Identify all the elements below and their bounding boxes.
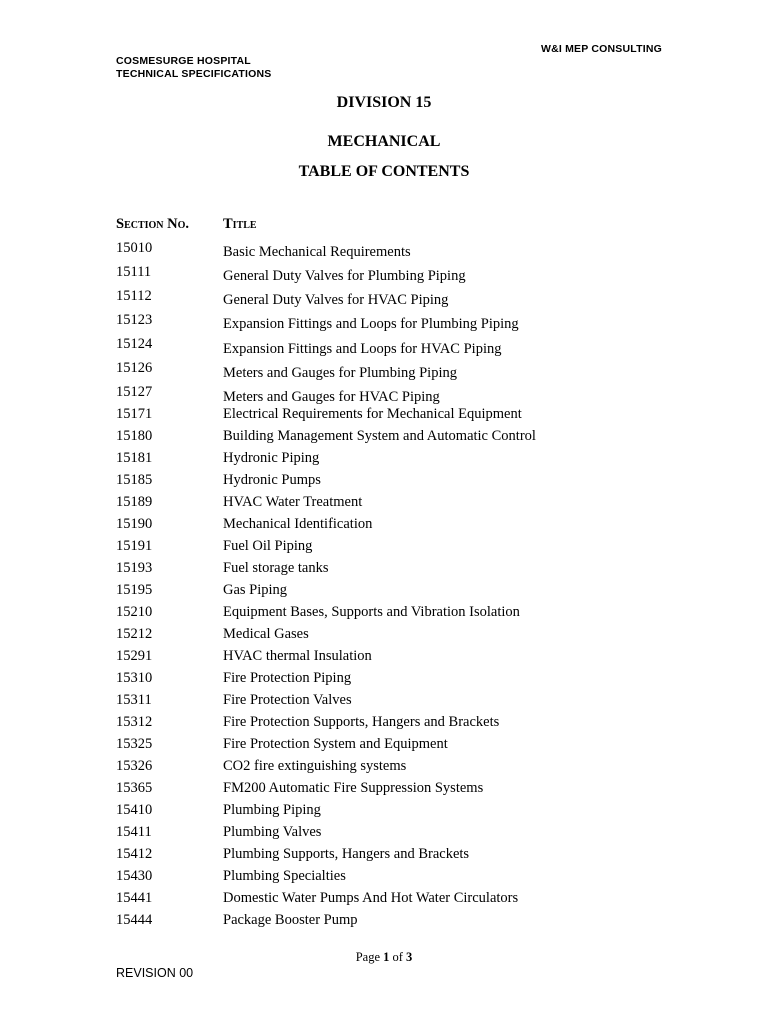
toc-entry — [0, 670, 768, 692]
toc-entry — [0, 846, 768, 868]
section-number: 15185 — [116, 472, 153, 488]
toc-title: TABLE OF CONTENTS — [298, 163, 470, 180]
section-number: 15181 — [116, 450, 153, 466]
toc-entry — [0, 714, 768, 736]
toc-entry — [0, 406, 768, 428]
toc-entry — [0, 336, 768, 358]
section-title: Fuel storage tanks — [223, 560, 329, 576]
section-number: 15311 — [116, 692, 152, 708]
toc-entry — [0, 648, 768, 670]
section-title: FM200 Automatic Fire Suppression Systems — [223, 780, 484, 796]
section-number: 15310 — [116, 670, 153, 686]
section-title: Meters and Gauges for HVAC Piping — [223, 389, 440, 405]
toc-entry — [0, 240, 768, 262]
section-number: 15190 — [116, 516, 153, 532]
section-number: 15111 — [116, 264, 152, 280]
section-title: Fire Protection System and Equipment — [223, 736, 448, 752]
section-title: Basic Mechanical Requirements — [223, 244, 411, 260]
discipline-title: MECHANICAL — [327, 133, 441, 150]
section-title: Fuel Oil Piping — [223, 538, 313, 554]
toc-entry — [0, 288, 768, 310]
section-title: Fire Protection Piping — [223, 670, 352, 686]
section-number: 15112 — [116, 288, 152, 304]
section-title: Hydronic Piping — [223, 450, 320, 466]
document-type: TECHNICAL SPECIFICATIONS — [116, 68, 272, 80]
section-title: CO2 fire extinguishing systems — [223, 758, 407, 774]
page-total: 3 — [406, 950, 413, 964]
revision-label: REVISION 00 — [116, 966, 194, 980]
section-number: 15191 — [116, 538, 153, 554]
page-label: Page — [355, 950, 380, 964]
section-number: 15010 — [116, 240, 153, 256]
section-number: 15180 — [116, 428, 153, 444]
section-title: Medical Gases — [223, 626, 309, 642]
toc-entry — [0, 516, 768, 538]
toc-entry — [0, 312, 768, 334]
toc-entry — [0, 428, 768, 450]
section-number: 15412 — [116, 846, 153, 862]
document-header — [116, 55, 272, 81]
section-number: 15365 — [116, 780, 153, 796]
toc-entry — [0, 494, 768, 516]
section-title: Mechanical Identification — [223, 516, 373, 532]
section-title: Plumbing Valves — [223, 824, 322, 840]
toc-entry — [0, 384, 768, 406]
section-title: HVAC Water Treatment — [223, 494, 363, 510]
section-number: 15212 — [116, 626, 153, 642]
toc-entry — [0, 538, 768, 560]
section-title: Meters and Gauges for Plumbing Piping — [223, 365, 457, 381]
consultant-name: W&I MEP CONSULTING — [540, 43, 662, 55]
toc-entry — [0, 824, 768, 846]
toc-entry — [0, 626, 768, 648]
toc-entry — [0, 780, 768, 802]
section-number: 15326 — [116, 758, 153, 774]
toc-entry — [0, 890, 768, 912]
section-number: 15193 — [116, 560, 153, 576]
section-number: 15126 — [116, 360, 153, 376]
column-header-section-no: Section No. — [116, 216, 190, 232]
toc-entry — [0, 472, 768, 494]
section-number: 15171 — [116, 406, 153, 422]
section-number: 15444 — [116, 912, 153, 928]
section-number: 15441 — [116, 890, 153, 906]
section-number: 15124 — [116, 336, 153, 352]
toc-entry — [0, 560, 768, 582]
section-title: Plumbing Supports, Hangers and Brackets — [223, 846, 470, 862]
section-title: Fire Protection Supports, Hangers and Brackets — [223, 714, 500, 730]
section-title: Domestic Water Pumps And Hot Water Circulators — [223, 890, 519, 906]
section-number: 15210 — [116, 604, 153, 620]
section-title: Fire Protection Valves — [223, 692, 352, 708]
toc-entry — [0, 450, 768, 472]
section-number: 15410 — [116, 802, 153, 818]
section-title: HVAC thermal Insulation — [223, 648, 372, 664]
project-name: COSMESURGE HOSPITAL — [116, 55, 251, 67]
section-title: Building Management System and Automatic Control — [223, 428, 536, 444]
section-title: Electrical Requirements for Mechanical Equipment — [223, 406, 522, 422]
toc-entry — [0, 582, 768, 604]
toc-entry — [0, 912, 768, 934]
toc-entry — [0, 360, 768, 382]
section-number: 15127 — [116, 384, 153, 400]
toc-entry — [0, 868, 768, 890]
section-number: 15312 — [116, 714, 153, 730]
section-title: Plumbing Specialties — [223, 868, 346, 884]
toc-entry — [0, 758, 768, 780]
section-number: 15325 — [116, 736, 153, 752]
division-title: DIVISION 15 — [336, 94, 432, 111]
toc-entry — [0, 264, 768, 286]
section-number: 15123 — [116, 312, 153, 328]
toc-entry — [0, 692, 768, 714]
section-title: General Duty Valves for Plumbing Piping — [223, 268, 466, 284]
section-title: Hydronic Pumps — [223, 472, 321, 488]
page-of: of — [392, 950, 403, 964]
section-number: 15195 — [116, 582, 153, 598]
section-number: 15411 — [116, 824, 152, 840]
toc-entry — [0, 604, 768, 626]
section-title: Expansion Fittings and Loops for HVAC Piping — [223, 341, 502, 357]
section-title: Expansion Fittings and Loops for Plumbing Piping — [223, 316, 519, 332]
section-number: 15189 — [116, 494, 153, 510]
page-indicator — [0, 950, 768, 965]
column-header-title: Title — [223, 216, 257, 232]
toc-entry — [0, 802, 768, 824]
page-current: 1 — [383, 950, 390, 964]
section-title: Package Booster Pump — [223, 912, 358, 928]
section-title: Gas Piping — [223, 582, 288, 598]
section-number: 15291 — [116, 648, 153, 664]
section-title: Equipment Bases, Supports and Vibration Isolation — [223, 604, 520, 620]
toc-entry — [0, 736, 768, 758]
section-title: Plumbing Piping — [223, 802, 321, 818]
section-title: General Duty Valves for HVAC Piping — [223, 292, 449, 308]
section-number: 15430 — [116, 868, 153, 884]
